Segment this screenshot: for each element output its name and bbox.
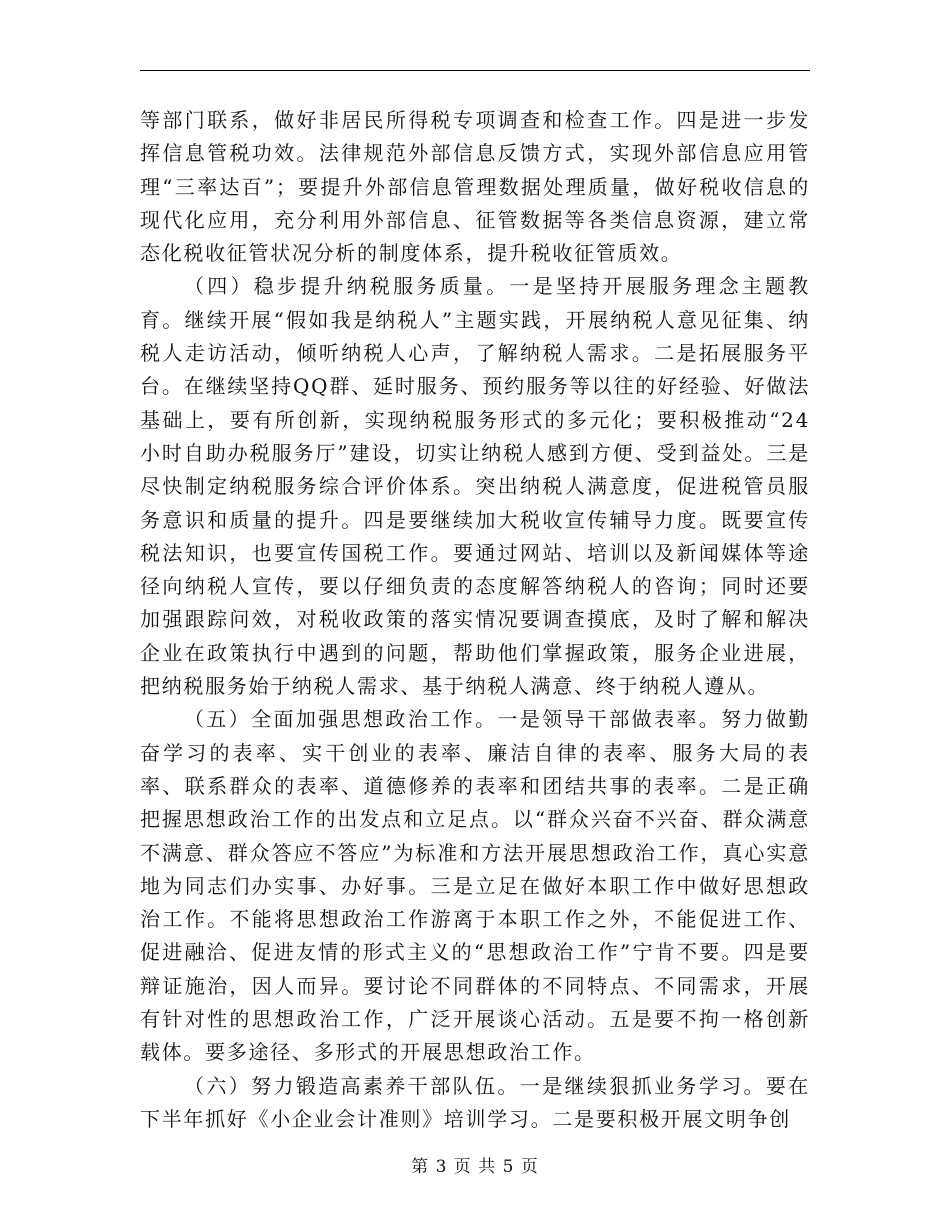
page-number-footer: 第 3 页 共 5 页: [411, 1157, 539, 1177]
paragraph-section-5: （五）全面加强思想政治工作。一是领导干部做表率。努力做勤奋学习的表率、实干创业的表率、廉洁自律的表率、服务大局的表率、联系群众的表率、道德修养的表率和团结共事的表率。二是正确把握思想政治工作的出发点和立足点。以“群众兴奋不兴奋、群众满意不满意、群众答应不答应”为标准和方法开展思想政治工作，真心实意地为同志们办实事、办好事。三是立足在做好本职工作中做好思想政治工作。不能将思想政治工作游离于本职工作之外，不能促进工作、促进融洽、促进友情的形式主义的“思想政治工作”宁肯不要。四是要辩证施治，因人而异。要讨论不同群体的不同特点、不同需求，开展有针对性的思想政治工作，广泛开展谈心活动。五是要不拘一格创新载体。要多途径、多形式的开展思想政治工作。: [140, 707, 810, 1065]
paragraph-section-6: （六）努力锻造高素养干部队伍。一是继续狠抓业务学习。要在下半年抓好《小企业会计准则》培训学习。二是要积极开展文明争创: [140, 1073, 810, 1131]
paragraph-continuation: 等部门联系，做好非居民所得税专项调查和检查工作。四是进一步发挥信息管税功效。法律规范外部信息反馈方式，实现外部信息应用管理“三率达百”；要提升外部信息管理数据处理质量，做好税收信息的现代化应用，充分利用外部信息、征管数据等各类信息资源，建立常态化税收征管状况分析的制度体系，提升税收征管质效。: [140, 108, 810, 266]
paragraph-section-4: （四）稳步提升纳税服务质量。一是坚持开展服务理念主题教育。继续开展“假如我是纳税人”主题实践，开展纳税人意见征集、纳税人走访活动，倾听纳税人心声，了解纳税人需求。二是拓展服务平台。在继续坚持QQ群、延时服务、预约服务等以往的好经验、好做法基础上，要有所创新，实现纳税服务形式的多元化；要积极推动“24小时自助办税服务厅”建设，切实让纳税人感到方便、受到益处。三是尽快制定纳税服务综合评价体系。突出纳税人满意度，促进税管员服务意识和质量的提升。四是要继续加大税收宣传辅导力度。既要宣传税法知识，也要宣传国税工作。要通过网站、培训以及新闻媒体等途径向纳税人宣传，要以仔细负责的态度解答纳税人的咨询；同时还要加强跟踪问效，对税收政策的落实情况要调查摸底，及时了解和解决企业在政策执行中遇到的问题，帮助他们掌握政策，服务企业进展，把纳税服务始于纳税人需求、基于纳税人满意、终于纳税人遵从。: [140, 274, 810, 699]
document-body: [140, 104, 810, 1136]
header-rule: [140, 70, 810, 71]
